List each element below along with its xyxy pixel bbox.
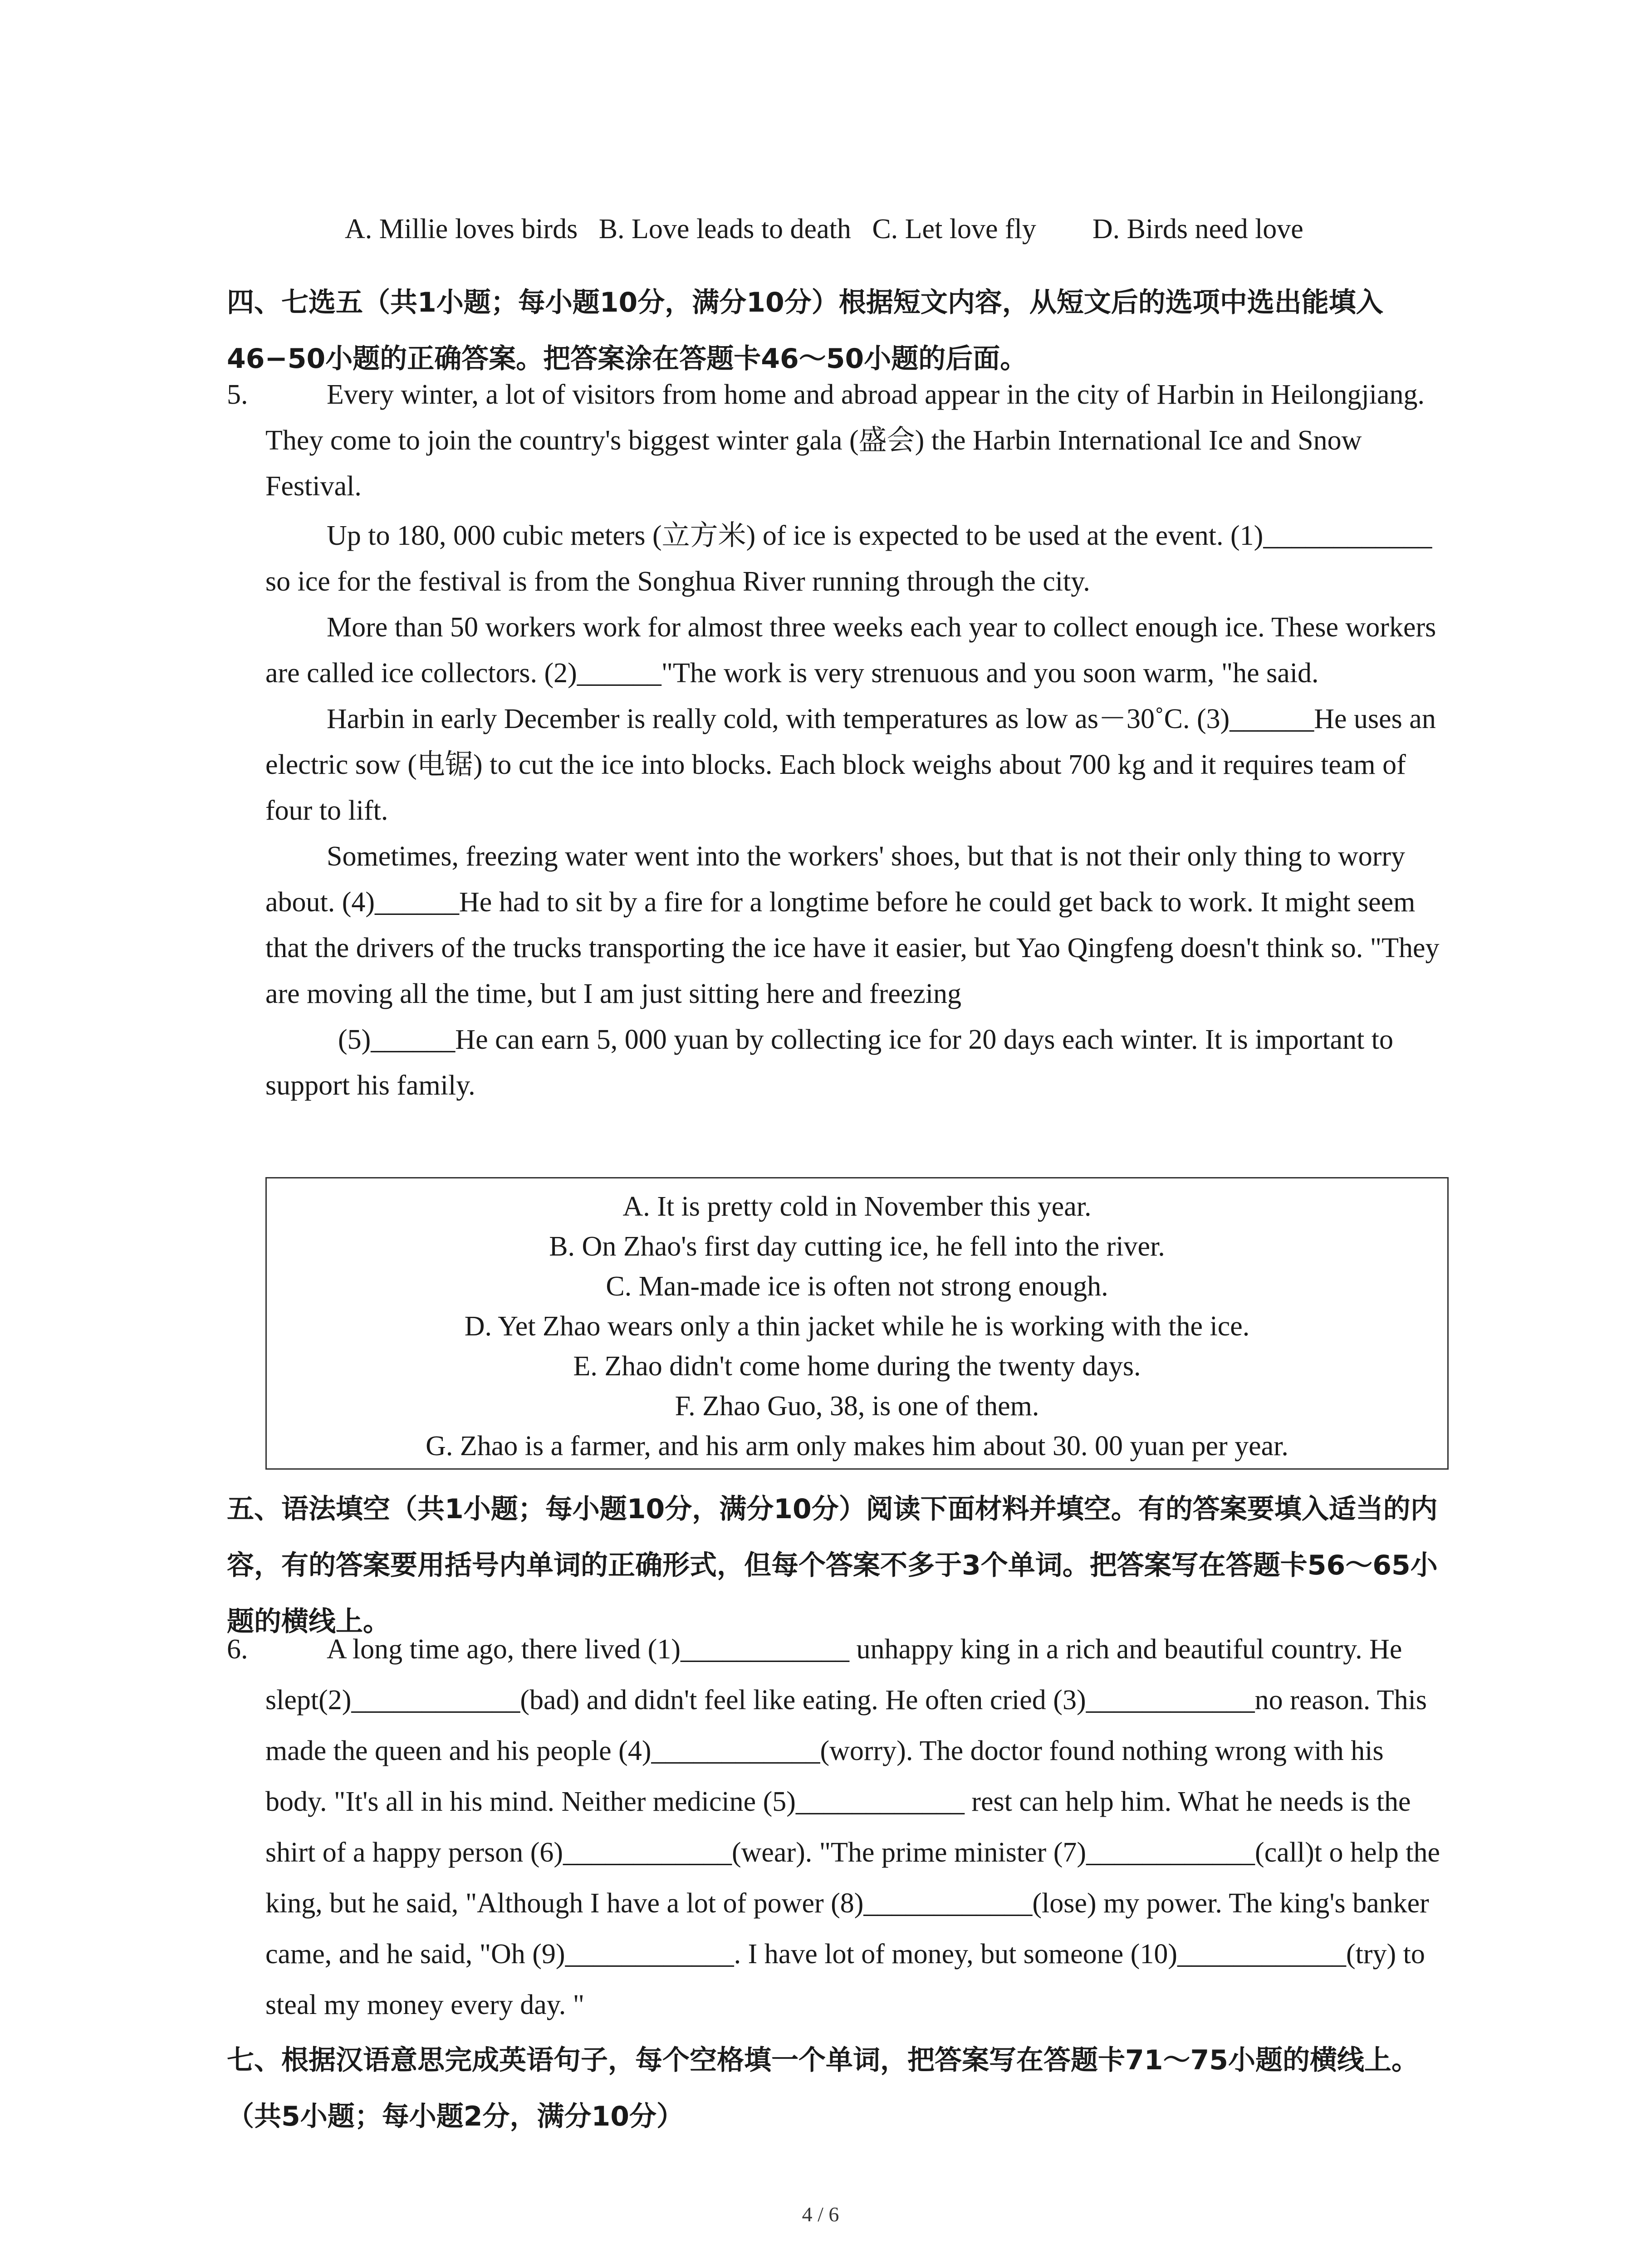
section-7-heading: 七、根据汉语意思完成英语句子，每个空格填一个单词，把答案写在答题卡71～75小题的横线上。（共5小题；每小题2分，满分10分）: [227, 2044, 1419, 2132]
option-b: B. On Zhao's first day cutting ice, he fell into the river.: [549, 1231, 1165, 1262]
paragraph: More than 50 workers work for almost three weeks each year to collect enough ice. These workers are called ice collectors. (2)______"The work is very strenuous and you soon warm, "he said.: [265, 612, 1436, 689]
question-number: 5.: [227, 379, 248, 410]
section-4-passage: [227, 372, 1452, 1109]
option-e: E. Zhao didn't come home during the twenty days.: [573, 1351, 1141, 1382]
grammar-text: A long time ago, there lived (1)____________ unhappy king in a rich and beautiful country. He slept(2)____________(bad) and didn't feel like eating. He often cried (3)____________no reason. This made the queen and his people (4)____________(worry). The doctor found nothing wrong with his body. "It's all in his mind. Neither medicine (5)____________ rest can help him. What he needs is the shirt of a happy person (6)____________(wear). "The prime minister (7)____________(call)t o help the king, but he said, "Although I have a lot of power (8)____________(lose) my power. The king's banker came, and he said, "Oh (9)____________. I have lot of money, but someone (10)____________(try) to steal my money every day. ": [265, 1634, 1440, 2020]
option-c: C. Man-made ice is often not strong enough.: [606, 1271, 1108, 1302]
answer-options-box: [265, 1177, 1449, 1470]
paragraph: Harbin in early December is really cold, with temperatures as low as－30˚C. (3)______He uses an electric sow (电锯) to cut the ice into blocks. Each block weighs about 700 kg and it requires team of four to lift.: [265, 704, 1436, 826]
section-5-passage: [227, 1624, 1452, 2030]
question-number: 6.: [227, 1634, 248, 1665]
paragraph: (5)______He can earn 5, 000 yuan by collecting ice for 20 days each winter. It is important to support his family.: [265, 1024, 1394, 1101]
option-g: G. Zhao is a farmer, and his arm only makes him about 30. 00 yuan per year.: [426, 1431, 1288, 1461]
paragraph: Every winter, a lot of visitors from home and abroad appear in the city of Harbin in Heilongjiang. They come to join the country's biggest winter gala (盛会) the Harbin International Ice and Snow Festival.: [265, 379, 1425, 502]
option-f: F. Zhao Guo, 38, is one of them.: [675, 1391, 1039, 1422]
paragraph: Sometimes, freezing water went into the workers' shoes, but that is not their only thing to worry about. (4)______He had to sit by a fire for a longtime before he could get back to work. It might seem that the drivers of the trucks transporting the ice have it easier, but Yao Qingfeng doesn't think so. "They are moving all the time, but I am just sitting here and freezing: [265, 841, 1440, 1009]
previous-question-options: A. Millie loves birds B. Love leads to death C. Let love fly D. Birds need love: [345, 214, 1303, 244]
section-5-heading: 五、语法填空（共1小题；每小题10分，满分10分）阅读下面材料并填空。有的答案要填入适当的内容，有的答案要用括号内单词的正确形式，但每个答案不多于3个单词。把答案写在答题卡56～65小题的横线上。: [227, 1493, 1438, 1637]
section-4-heading: 四、七选五（共1小题；每小题10分，满分10分）根据短文内容，从短文后的选项中选出能填入46−50小题的正确答案。把答案涂在答题卡46～50小题的后面。: [227, 287, 1383, 375]
option-a: A. It is pretty cold in November this year.: [622, 1191, 1092, 1222]
paragraph: Up to 180, 000 cubic meters (立方米) of ice is expected to be used at the event. (1)____________ so ice for the festival is from the Songhua River running through the city.: [265, 520, 1432, 597]
page-number: 4 / 6: [802, 2203, 839, 2226]
option-d: D. Yet Zhao wears only a thin jacket while he is working with the ice.: [464, 1311, 1250, 1342]
